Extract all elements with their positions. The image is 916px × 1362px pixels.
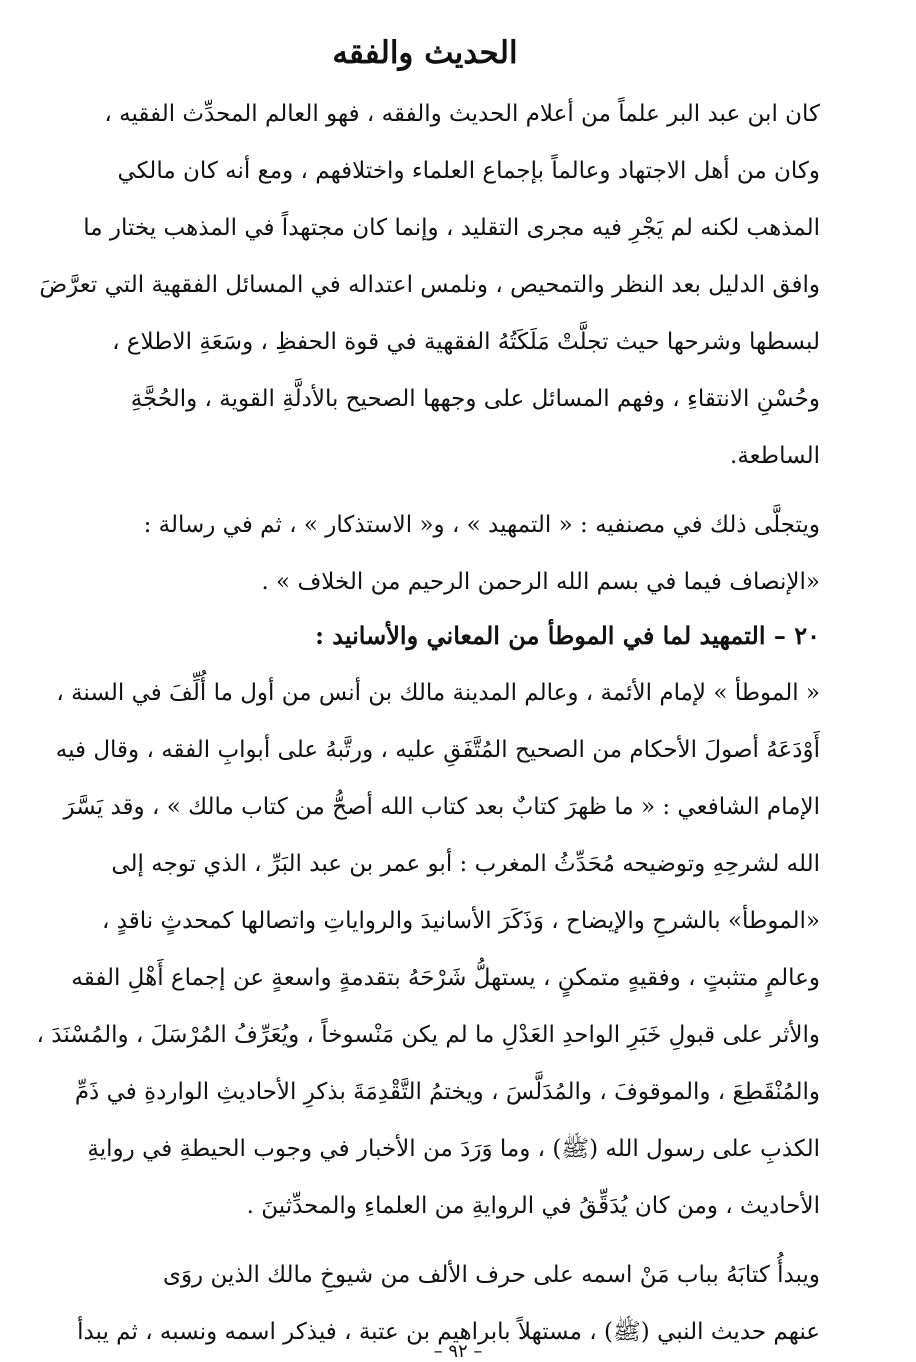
text-line: أَوْدَعَهُ أصولَ الأحكام من الصحيح المُتَّفَقِ عليه ، ورتَّبهُ على أبوابِ الفقه ، وقال فيه <box>55 737 820 763</box>
text-line: ويتجلَّى ذلك في مصنفيه : « التمهيد » ، و« الاستذكار » ، ثم في رسالة : <box>143 512 820 538</box>
text-line: عنهم حديث النبي (ﷺ) ، مستهلاً بابراهيم بن عتبة ، فيذكر اسمه ونسبه ، ثم يبدأ <box>77 1319 820 1345</box>
text-line: الساطعة. <box>730 443 820 469</box>
text-line: «الموطأ» بالشرحِ والإيضاح ، وَذَكَرَ الأسانيدَ والرواياتِ واتصالها كمحدثٍ ناقدٍ ، <box>102 908 820 934</box>
text-line: الله لشرحِهِ وتوضيحه مُحَدِّثُ المغرب : أبو عمر بن عبد البَرِّ ، الذي توجه إلى <box>111 851 820 877</box>
paragraph-intro <box>30 86 820 485</box>
text-line: الإمام الشافعي : « ما ظهرَ كتابٌ بعد كتاب الله أصحُّ من كتاب مالك » ، وقد يَسَّرَ <box>63 794 820 820</box>
text-line: وافق الدليل بعد النظر والتمحيص ، ونلمس اعتداله في المسائل الفقهية التي تعرَّضَ <box>39 272 820 298</box>
document-page <box>30 30 820 1361</box>
text-line: كان ابن عبد البر علماً من أعلام الحديث والفقه ، فهو العالم المحدِّث الفقيه ، <box>104 101 820 127</box>
text-line: الأحاديث ، ومن كان يُدَقِّقُ في الروايةِ من العلماءِ والمحدِّثينَ . <box>246 1193 820 1219</box>
text-line: الكذبِ على رسول الله (ﷺ) ، وما وَرَدَ من الأخبار في وجوب الحيطةِ في روايةِ <box>87 1136 820 1162</box>
paragraph-muwatta <box>30 665 820 1235</box>
text-line: لبسطها وشرحها حيث تجلَّتْ مَلَكَتُهُ الفقهية في قوة الحفظِ ، وسَعَةِ الاطلاع ، <box>112 329 820 355</box>
text-line: ويبدأُ كتابَهُ بباب مَنْ اسمه على حرف الألف من شيوخِ مالك الذين روَى <box>162 1262 820 1288</box>
text-line: والأثر على قبولِ خَبَرِ الواحدِ العَدْلِ ما لم يكن مَنْسوخاً ، ويُعَرِّفُ المُرْسَلَ ، والمُسْنَدَ ، <box>36 1022 820 1048</box>
text-line: وحُسْنِ الانتقاءِ ، وفهم المسائل على وجهها الصحيح بالأدلَّةِ القوية ، والحُجَّةِ <box>130 386 820 412</box>
section-heading: ٢٠ – التمهيد لما في الموطأ من المعاني والأسانيد : <box>315 621 820 650</box>
text-line: «الإنصاف فيما في بسم الله الرحمن الرحيم من الخلاف » . <box>261 569 820 595</box>
text-line: والمُنْقَطِعَ ، والموقوفَ ، والمُدَلَّسَ ، ويختمُ التَّقْدِمَةَ بذكرِ الأحاديثِ الواردةِ في ذَمِّ <box>74 1079 820 1105</box>
text-line: المذهب لكنه لم يَجْرِ فيه مجرى التقليد ، وإنما كان مجتهداً في المذهب يختار ما <box>83 215 820 241</box>
text-line: وعالمٍ متثبتٍ ، وفقيهٍ متمكنٍ ، يستهلُّ شَرْحَهُ بتقدمةٍ واسعةٍ عن إجماع أَهْلِ الفقه <box>71 965 820 991</box>
page-number: – ٩٢ – <box>433 1341 483 1362</box>
page-title: الحديث والفقه <box>332 35 518 71</box>
text-line: « الموطأ » لإمام الأئمة ، وعالم المدينة مالك بن أنس من أول ما أُلِّفَ في السنة ، <box>56 680 820 706</box>
paragraph-works <box>30 497 820 611</box>
text-line: وكان من أهل الاجتهاد وعالماً بإجماع العلماء واختلافهم ، ومع أنه كان مالكي <box>117 158 820 184</box>
